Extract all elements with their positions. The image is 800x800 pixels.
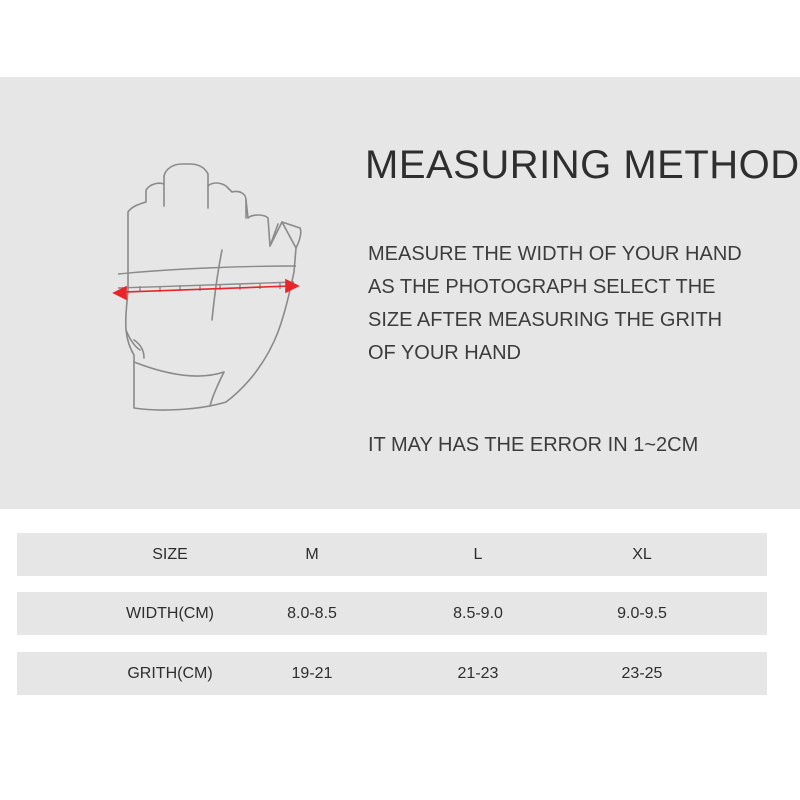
instruction-line: AS THE PHOTOGRAPH SELECT THE [368, 276, 716, 298]
table-row-width [17, 592, 767, 635]
row-label: WIDTH(CM) [126, 605, 214, 622]
header-cell: XL [632, 546, 652, 563]
measure-instructions [368, 238, 768, 370]
table-cell: 21-23 [457, 665, 499, 682]
instruction-line: SIZE AFTER MEASURING THE GRITH [368, 309, 723, 331]
measure-tape [118, 266, 296, 292]
table-cell: 8.0-8.5 [287, 605, 337, 622]
error-note: IT MAY HAS THE ERROR IN 1~2CM [368, 434, 699, 456]
header-cell: L [473, 546, 483, 563]
table-cell: 8.5-9.0 [453, 605, 503, 622]
table-cell: 23-25 [621, 665, 663, 682]
hand-measure-illustration [100, 140, 320, 430]
table-row-grith [17, 652, 767, 695]
header-cell: M [305, 546, 319, 563]
table-cell: 9.0-9.5 [617, 605, 667, 622]
instruction-line: OF YOUR HAND [368, 342, 521, 364]
instruction-line: MEASURE THE WIDTH OF YOUR HAND [368, 243, 742, 265]
row-label: GRITH(CM) [127, 665, 213, 682]
table-header-row [17, 533, 767, 576]
header-cell: SIZE [152, 546, 188, 563]
page-title: MEASURING METHOD [365, 143, 800, 187]
table-cell: 19-21 [291, 665, 333, 682]
